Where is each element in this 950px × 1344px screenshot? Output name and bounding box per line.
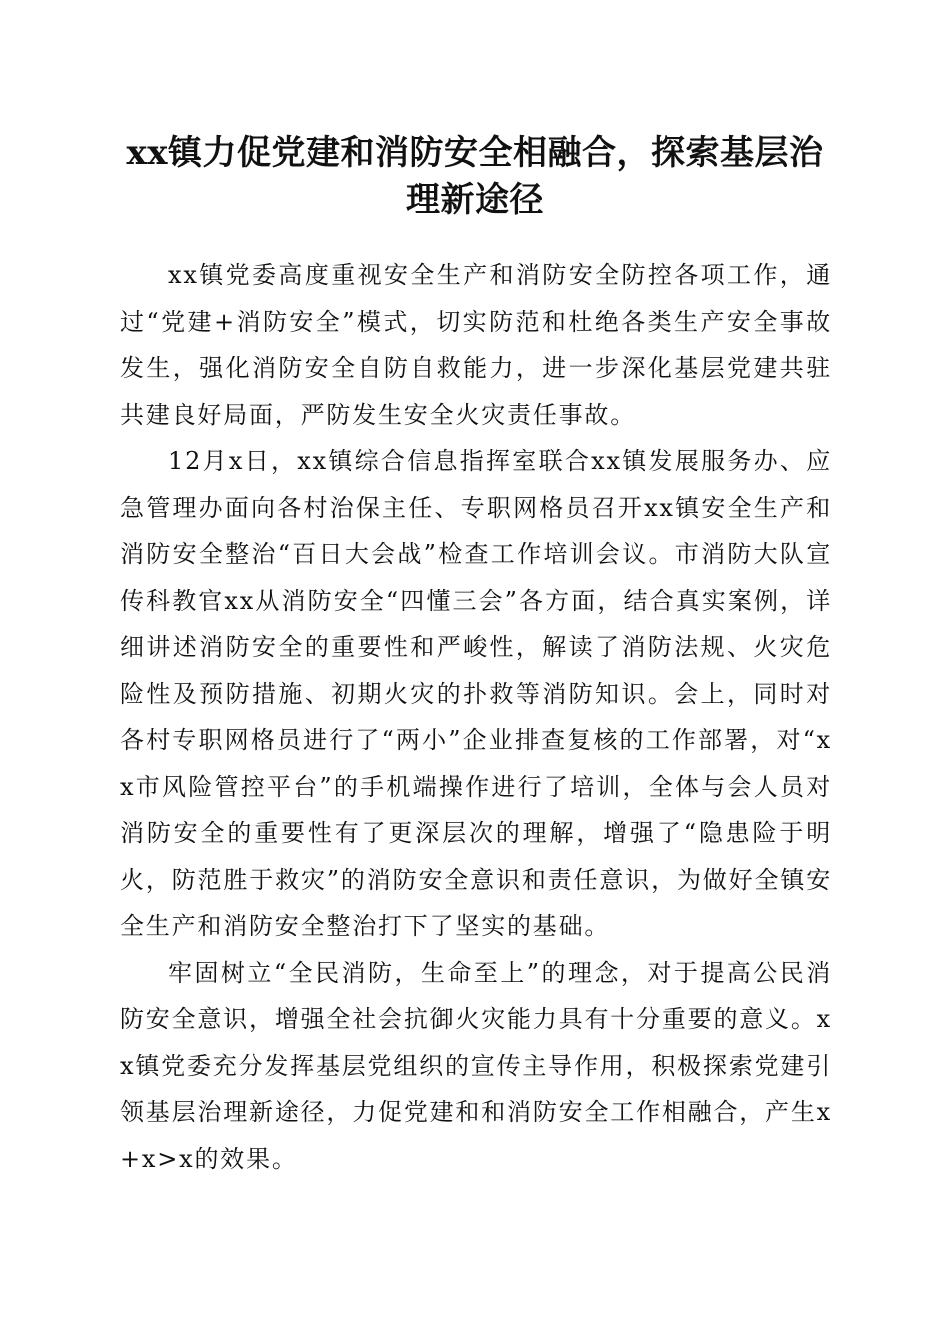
document-title: xx镇力促党建和消防安全相融合，探索基层治理新途径 [126,133,824,220]
document-body [120,252,832,1182]
paragraph-1: xx镇党委高度重视安全生产和消防安全防控各项工作，通过“党建+消防安全”模式，切实防范和杜绝各类生产安全事故发生，强化消防安全自防自救能力，进一步深化基层党建共驻共建良好局面，严防发生安全火灾责任事故。 [120,261,832,429]
paragraph-3: 牢固树立“全民消防，生命至上”的理念，对于提高公民消防安全意识，增强全社会抗御火灾能力具有十分重要的意义。xx镇党委充分发挥基层党组织的宣传主导作用，积极探索党建引领基层治理新途径，力促党建和和消防安全工作相融合，产生x+x>x的效果。 [120,958,832,1173]
paragraph-2: 12月x日，xx镇综合信息指挥室联合xx镇发展服务办、应急管理办面向各村治保主任、专职网格员召开xx镇安全生产和消防安全整治“百日大会战”检查工作培训会议。市消防大队宣传科教官xx从消防安全“四懂三会”各方面，结合真实案例，详细讲述消防安全的重要性和严峻性，解读了消防法规、火灾危险性及预防措施、初期火灾的扑救等消防知识。会上，同时对各村专职网格员进行了“两小”企业排查复核的工作部署，对“xx市风险管控平台”的手机端操作进行了培训，全体与会人员对消防安全的重要性有了更深层次的理解，增强了“隐患险于明火，防范胜于救灾”的消防安全意识和责任意识，为做好全镇安全生产和消防安全整治打下了坚实的基础。 [120,447,832,940]
